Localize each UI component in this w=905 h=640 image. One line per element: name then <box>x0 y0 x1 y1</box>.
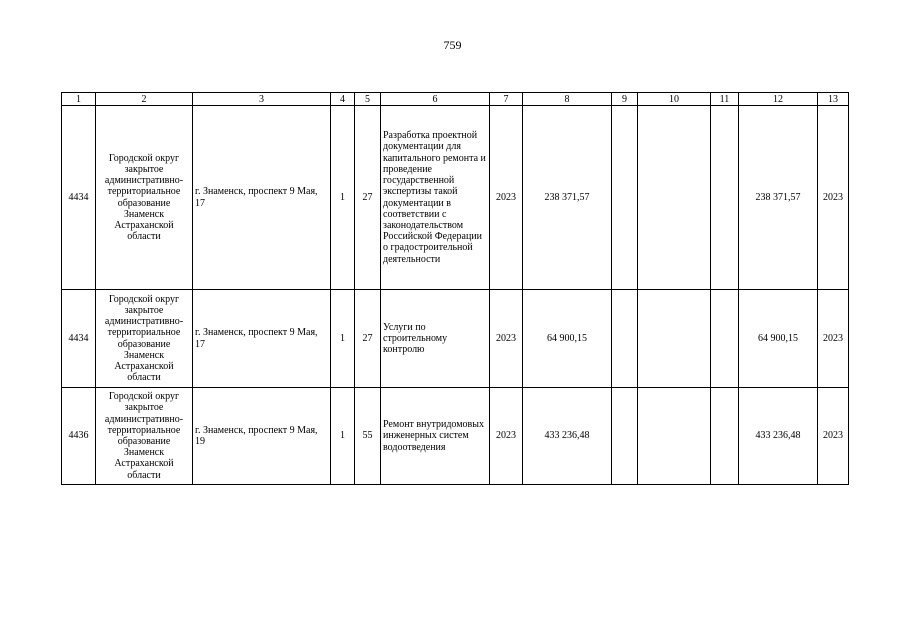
address-cell: г. Знаменск, проспект 9 Мая, 17 <box>193 106 331 290</box>
municipality-cell: Городской округ закрытое административно-территориальное образование Знаменск Астраханской области <box>96 388 193 485</box>
total-cost-cell: 64 900,15 <box>523 290 612 388</box>
address-cell: г. Знаменск, проспект 9 Мая, 17 <box>193 290 331 388</box>
col11-cell <box>711 388 739 485</box>
column-header: 10 <box>638 93 711 106</box>
col5-cell: 27 <box>355 290 381 388</box>
column-header: 13 <box>818 93 849 106</box>
table-row <box>62 290 849 388</box>
col5-cell: 27 <box>355 106 381 290</box>
municipality-cell: Городской округ закрытое административно-территориальное образование Знаменск Астраханской области <box>96 106 193 290</box>
column-header: 11 <box>711 93 739 106</box>
column-header: 4 <box>331 93 355 106</box>
page-number: 759 <box>443 38 462 52</box>
work-description-cell: Услуги по строительному контролю <box>381 290 490 388</box>
column-header: 5 <box>355 93 381 106</box>
completion-year-cell: 2023 <box>818 106 849 290</box>
col11-cell <box>711 106 739 290</box>
funding-cell: 64 900,15 <box>739 290 818 388</box>
address-cell: г. Знаменск, проспект 9 Мая, 19 <box>193 388 331 485</box>
col10-cell <box>638 290 711 388</box>
col10-cell <box>638 106 711 290</box>
table-header-row <box>62 93 849 106</box>
year-cell: 2023 <box>490 290 523 388</box>
col4-cell: 1 <box>331 290 355 388</box>
total-cost-cell: 433 236,48 <box>523 388 612 485</box>
table-row <box>62 388 849 485</box>
col9-cell <box>612 388 638 485</box>
column-header: 6 <box>381 93 490 106</box>
data-table <box>61 92 849 485</box>
completion-year-cell: 2023 <box>818 290 849 388</box>
column-header: 12 <box>739 93 818 106</box>
col9-cell <box>612 290 638 388</box>
col4-cell: 1 <box>331 388 355 485</box>
col9-cell <box>612 106 638 290</box>
year-cell: 2023 <box>490 106 523 290</box>
col4-cell: 1 <box>331 106 355 290</box>
work-description-cell: Ремонт внутридомовых инженерных систем водоотведения <box>381 388 490 485</box>
column-header: 7 <box>490 93 523 106</box>
work-description-cell: Разработка проектной документации для капитального ремонта и проведение государственной экспертизы такой документации в соответствии с законодательством Российской Федерации о градостроительной деятельности <box>381 106 490 290</box>
row-number-cell: 4434 <box>62 106 96 290</box>
column-header: 2 <box>96 93 193 106</box>
column-header: 1 <box>62 93 96 106</box>
table-row <box>62 106 849 290</box>
completion-year-cell: 2023 <box>818 388 849 485</box>
row-number-cell: 4436 <box>62 388 96 485</box>
funding-cell: 238 371,57 <box>739 106 818 290</box>
year-cell: 2023 <box>490 388 523 485</box>
column-header: 8 <box>523 93 612 106</box>
total-cost-cell: 238 371,57 <box>523 106 612 290</box>
funding-cell: 433 236,48 <box>739 388 818 485</box>
municipality-cell: Городской округ закрытое административно-территориальное образование Знаменск Астраханской области <box>96 290 193 388</box>
column-header: 3 <box>193 93 331 106</box>
column-header: 9 <box>612 93 638 106</box>
row-number-cell: 4434 <box>62 290 96 388</box>
col11-cell <box>711 290 739 388</box>
col5-cell: 55 <box>355 388 381 485</box>
col10-cell <box>638 388 711 485</box>
